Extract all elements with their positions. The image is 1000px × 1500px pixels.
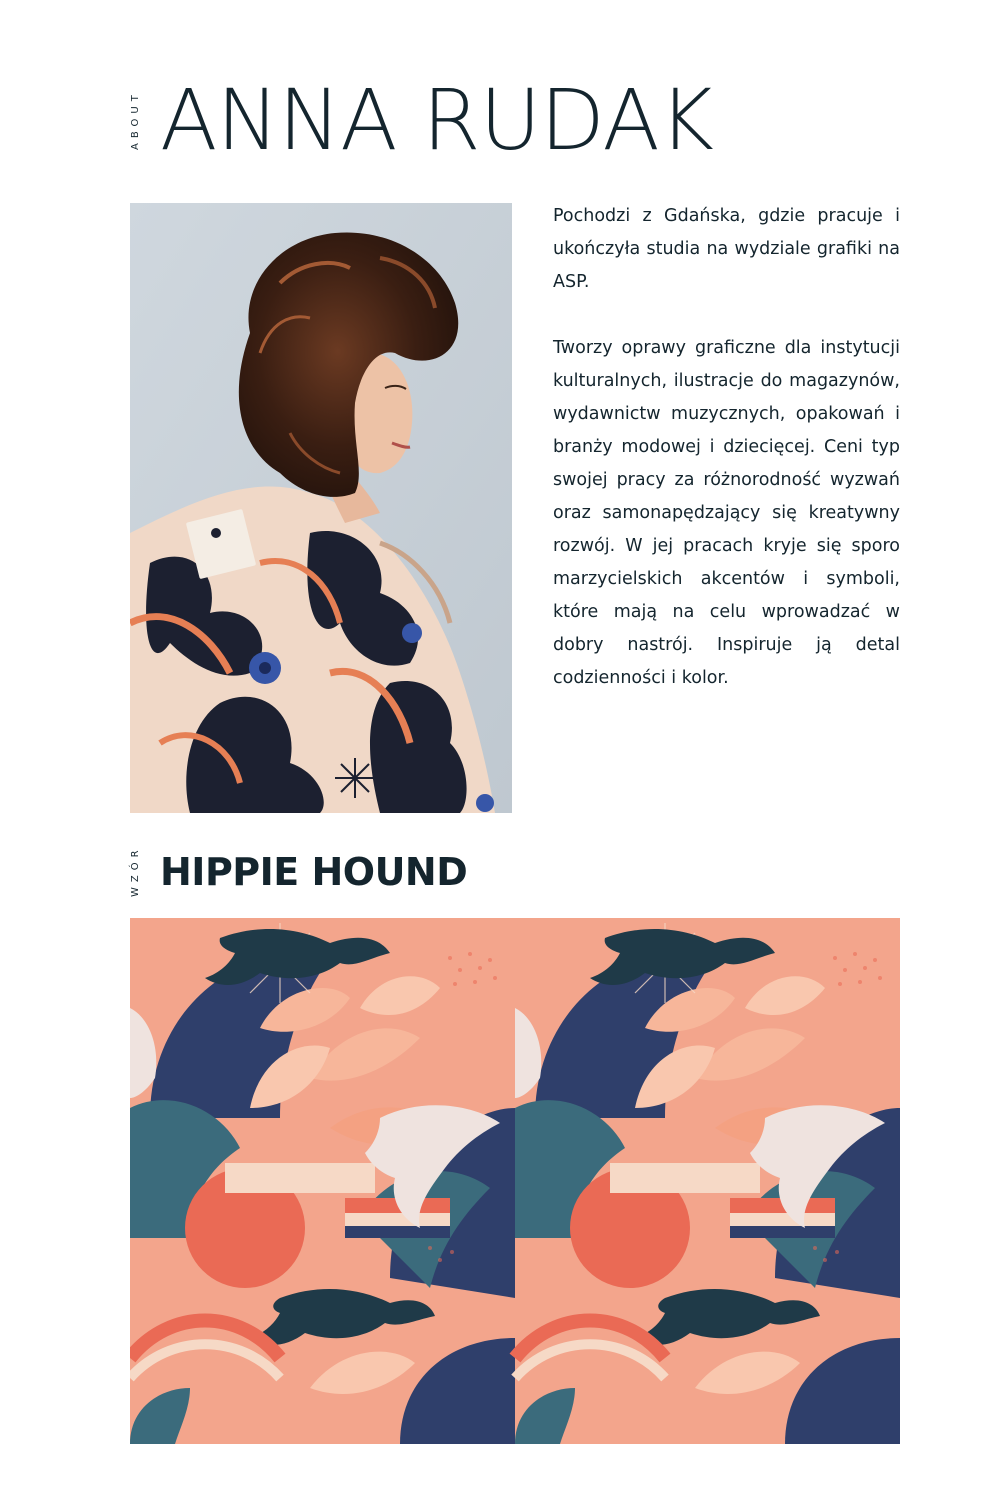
bio-text [553, 200, 900, 695]
section-title: HIPPIE HOUND [160, 850, 468, 894]
portrait-photo [130, 203, 512, 813]
bio-paragraph-1: Pochodzi z Gdańska, gdzie pracuje i ukończyła studia na wydziale grafiki na ASP. [553, 206, 900, 292]
about-side-label: ABOUT [130, 90, 141, 150]
bio-paragraph-2: Tworzy oprawy graficzne dla instytucji kulturalnych, ilustracje do magazynów, wydawnictw muzycznych, opakowań i branży modowej i dziecięcej. Ceni typ swojej pracy za różnorodność wyzwań oraz samonapędzający się kreatywny rozwój. W jej pracach kryje się sporo marzycielskich akcentów i symboli, które mają na celu wprowadzać w dobry nastrój. Inspiruje ją detal codzienności i kolor. [553, 338, 900, 688]
pattern-side-label: WZÓR [130, 845, 141, 897]
pattern-illustration [130, 918, 900, 1444]
pattern-image [130, 918, 900, 1444]
portrait-illustration [130, 203, 512, 813]
page-title: ANNA RUDAK [160, 71, 713, 169]
